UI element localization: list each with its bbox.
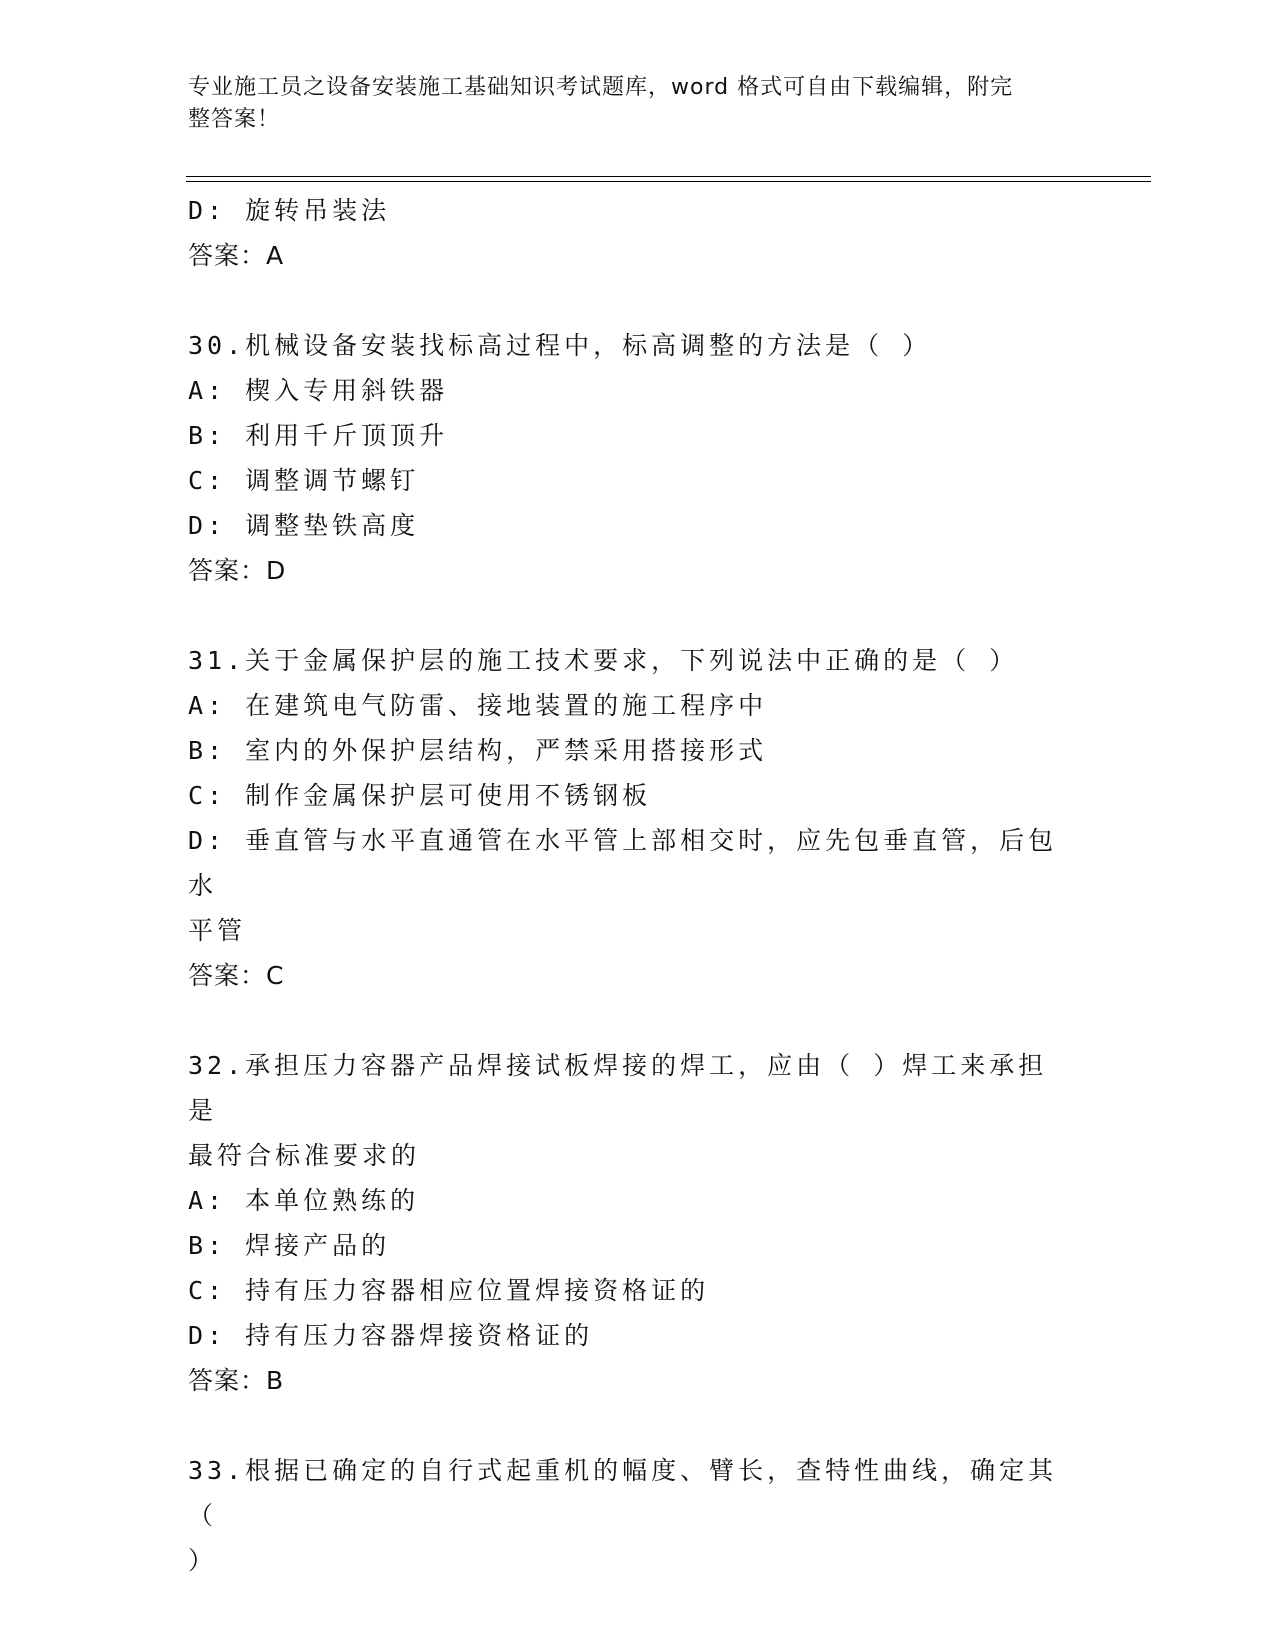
header-rule-top [186, 176, 1151, 177]
question-stem: 32.承担压力容器产品焊接试板焊接的焊工，应由（ ）焊工来承担是 [188, 1051, 1048, 1125]
option-b: B: 室内的外保护层结构，严禁采用搭接形式 [188, 736, 768, 765]
question-stem: 31.关于金属保护层的施工技术要求，下列说法中正确的是（ ） [188, 646, 1019, 675]
option-a: A: 楔入专用斜铁器 [188, 376, 449, 405]
answer-line: 答案：D [188, 556, 287, 585]
option-b: B: 利用千斤顶顶升 [188, 421, 449, 450]
option-c: C: 制作金属保护层可使用不锈钢板 [188, 781, 652, 810]
option-d: D: 旋转吊装法 [188, 196, 391, 225]
answer-line: 答案：C [188, 961, 285, 990]
question-30 [188, 323, 1068, 593]
question-stem-continuation: 最符合标准要求的 [188, 1141, 421, 1170]
option-c: C: 持有压力容器相应位置焊接资格证的 [188, 1276, 710, 1305]
answer-line: 答案：A [188, 241, 285, 270]
spacer [188, 1403, 1068, 1448]
option-c: C: 调整调节螺钉 [188, 466, 420, 495]
question-stem-continuation: ） [188, 1546, 218, 1575]
header-rule-bottom [186, 181, 1151, 182]
question-stem: 30.机械设备安装找标高过程中，标高调整的方法是（ ） [188, 331, 932, 360]
question-body [188, 188, 1068, 1583]
option-a: A: 本单位熟练的 [188, 1186, 420, 1215]
spacer [188, 278, 1068, 323]
question-stem: 33.根据已确定的自行式起重机的幅度、臂长，查特性曲线，确定其（ [188, 1456, 1058, 1530]
page-header [188, 72, 1068, 136]
option-d: D: 调整垫铁高度 [188, 511, 420, 540]
option-b: B: 焊接产品的 [188, 1231, 391, 1260]
option-d: D: 垂直管与水平直通管在水平管上部相交时，应先包垂直管，后包水 [188, 826, 1058, 900]
question-32 [188, 1043, 1068, 1403]
question-31 [188, 638, 1068, 998]
question-33 [188, 1448, 1068, 1583]
option-d: D: 持有压力容器焊接资格证的 [188, 1321, 594, 1350]
question-29-tail [188, 188, 1068, 278]
spacer [188, 998, 1068, 1043]
answer-line: 答案：B [188, 1366, 285, 1395]
header-line-2: 整答案！ [188, 107, 281, 132]
header-line-1: 专业施工员之设备安装施工基础知识考试题库，word 格式可自由下载编辑，附完 [188, 75, 1014, 100]
option-d-continuation: 平管 [188, 916, 247, 945]
option-a: A: 在建筑电气防雷、接地装置的施工程序中 [188, 691, 768, 720]
spacer [188, 593, 1068, 638]
